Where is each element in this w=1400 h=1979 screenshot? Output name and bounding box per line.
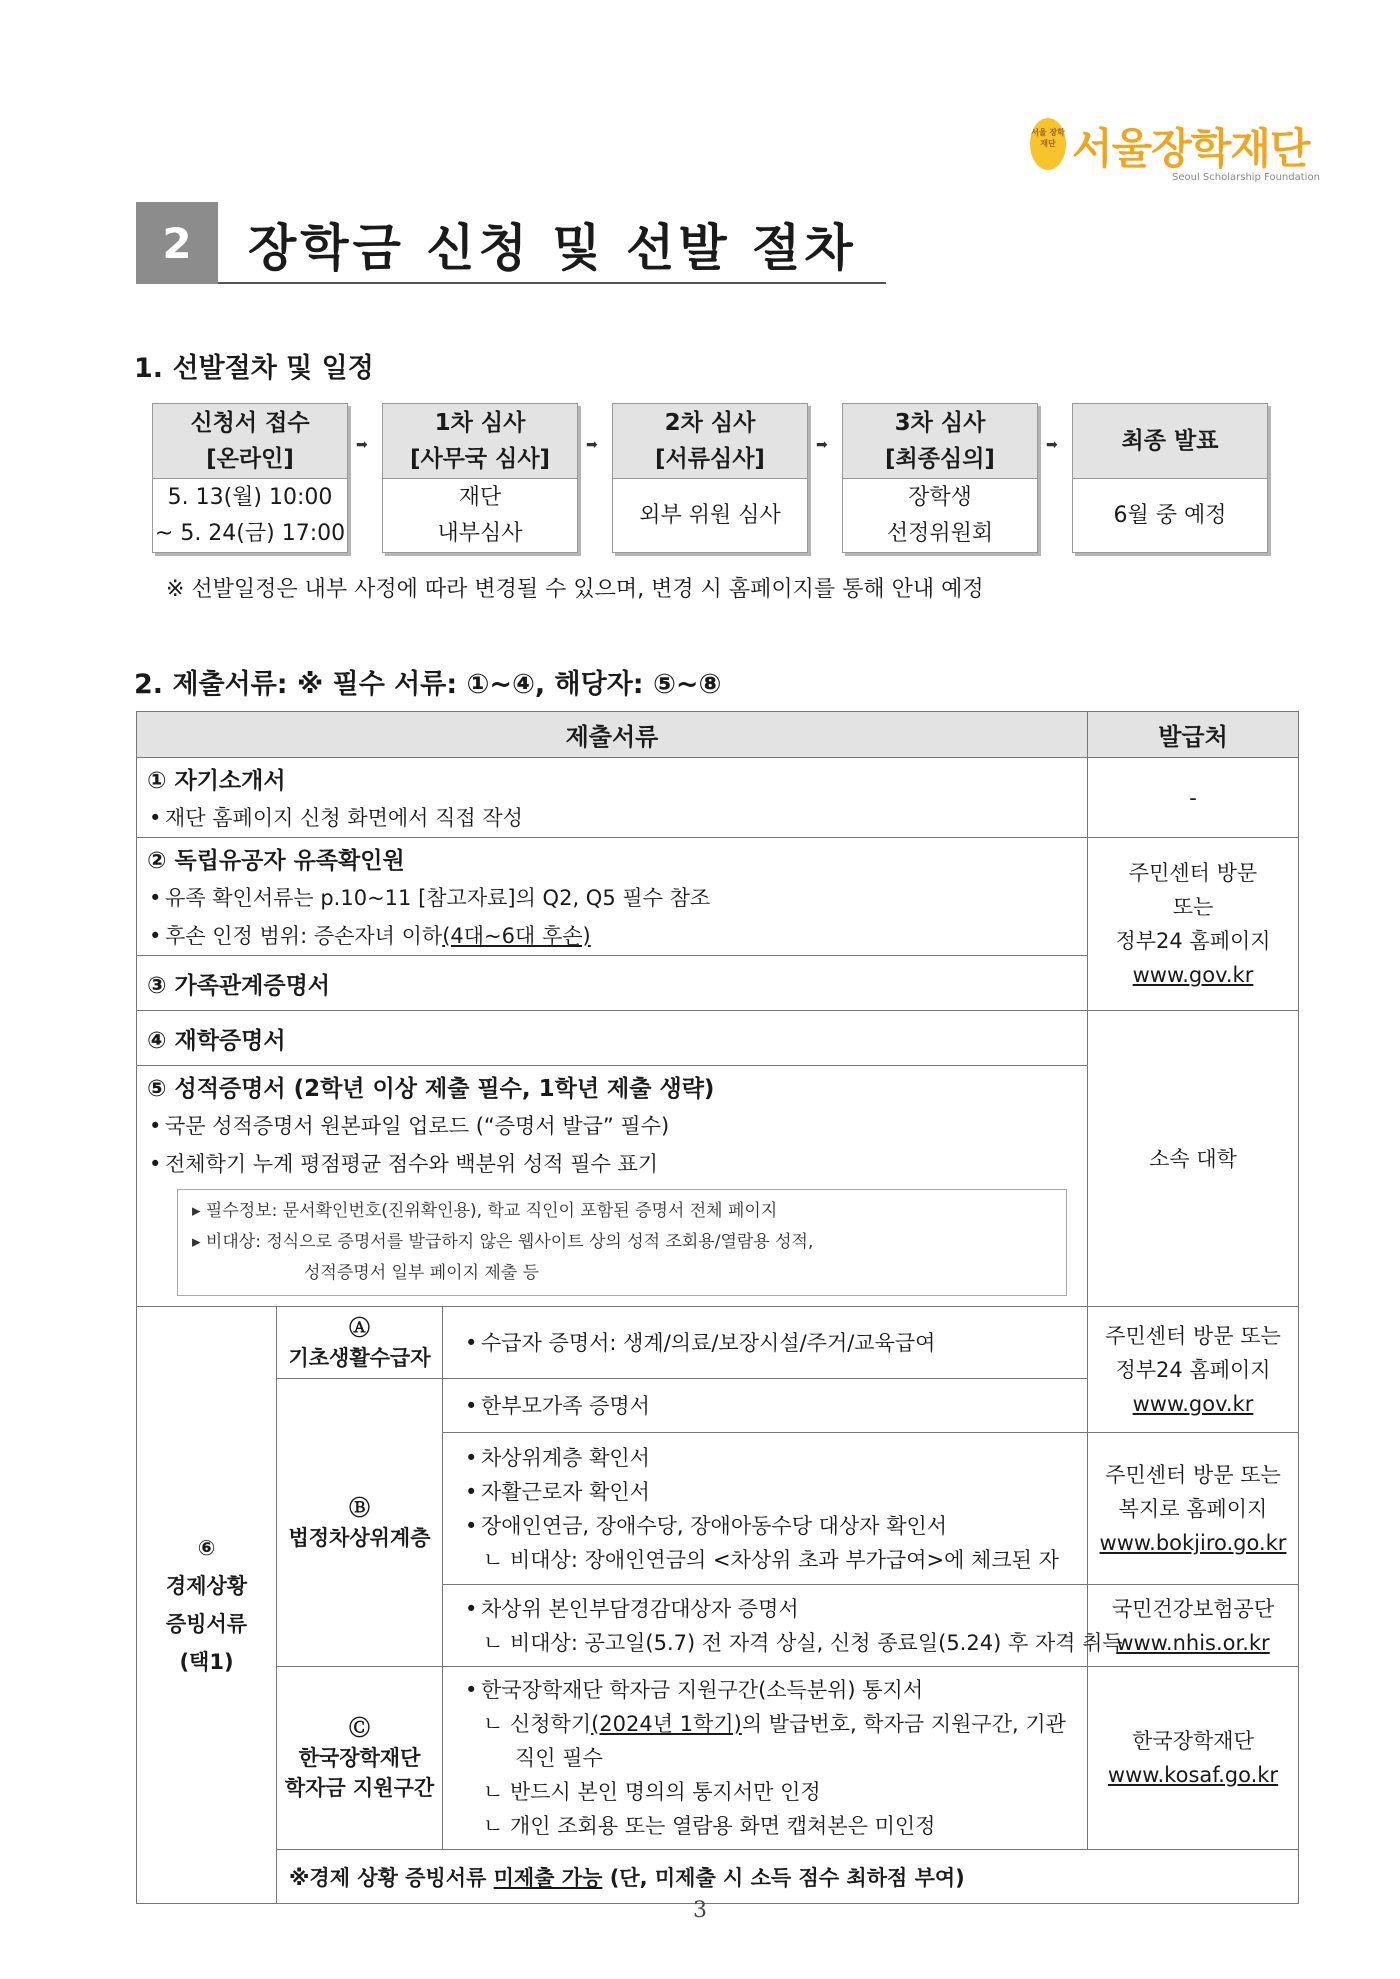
issuer-cell: 주민센터 방문 또는 정부24 홈페이지 www.gov.kr <box>1088 1307 1299 1433</box>
issuer-link[interactable]: www.bokjiro.go.kr <box>1099 1530 1287 1555</box>
item-sub-note: ㄴ 비대상: 장애인연금의 <차상위 초과 부가급여>에 체크된 자 <box>483 1547 1059 1572</box>
col-header-issuer: 발급처 <box>1088 712 1299 758</box>
item-sub-note: ㄴ 반드시 본인 명의의 통지서만 인정 <box>483 1780 821 1804</box>
item-bullet: • 후손 인정 범위: 증손자녀 이하(4대~6대 후손) <box>137 917 1087 955</box>
item-bullet: • 차상위 본인부담경감대상자 증명서 <box>453 1592 1077 1626</box>
table-row <box>137 758 1299 838</box>
flow-step-final-announcement: 최종 발표 6월 중 예정 <box>1072 403 1268 553</box>
transcript-note-box: ▸ 필수정보: 문서확인번호(진위확인용), 학교 직인이 포함된 증명서 전체 페이지 ▸ 비대상: 정식으로 증명서를 발급하지 않은 웹사이트 상의 성적 조회용/열람용 성적, 성적증명서 일부 페이지 제출 등 <box>177 1189 1067 1296</box>
issuer-cell: 국민건강보험공단 www.nhis.or.kr <box>1088 1585 1299 1667</box>
subcategory-near-poverty: Ⓑ 법정차상위계층 <box>277 1379 443 1667</box>
schedule-note: ※ 선발일정은 내부 사정에 따라 변경될 수 있으며, 변경 시 홈페이지를 통해 안내 예정 <box>166 577 984 602</box>
item-sub-note: ㄴ 개인 조회용 또는 열람용 화면 캡쳐본은 미인정 <box>483 1814 936 1838</box>
issuer-cell: 소속 대학 <box>1088 1011 1299 1307</box>
subcategory-basic-livelihood: Ⓐ 기초생활수급자 <box>277 1307 443 1379</box>
foundation-logo <box>1030 116 1320 186</box>
documents-table <box>136 711 1299 1904</box>
section-underline <box>218 282 886 284</box>
issuer-cell: 주민센터 방문 또는 정부24 홈페이지 www.gov.kr <box>1088 838 1299 1011</box>
item-sub-note: 직인 필수 <box>515 1746 603 1770</box>
flow-arrow-icon: ➡ <box>1046 437 1058 453</box>
economic-status-note: ※경제 상황 증빙서류 미제출 가능 (단, 미제출 시 소득 점수 최하점 부여) <box>277 1850 1299 1904</box>
table-row <box>137 1011 1299 1066</box>
table-row <box>137 1307 1299 1379</box>
heading-documents: 2. 제출서류: ※ 필수 서류: ①~④, 해당자: ⑤~⑧ <box>134 669 722 700</box>
item-bullet: • 국문 성적증명서 원본파일 업로드 (“증명서 발급” 필수) <box>137 1107 1087 1145</box>
item-bullet: • 장애인연금, 장애수당, 장애아동수당 대상자 확인서 <box>453 1509 1077 1543</box>
economic-status-category: ⑥ 경제상황 증빙서류 (택1) <box>137 1307 277 1904</box>
flow-step-first-review: 1차 심사 [사무국 심사] 재단 내부심사 <box>382 403 578 553</box>
table-row <box>137 838 1299 956</box>
page-number: 3 <box>693 1898 707 1923</box>
item-title: ④ 재학증명서 <box>147 1027 286 1054</box>
item-bullet: • 수급자 증명서: 생계/의료/보장시설/주거/교육급여 <box>453 1326 1077 1360</box>
item-bullet: • 유족 확인서류는 p.10~11 [참고자료]의 Q2, Q5 필수 참조 <box>137 879 1087 917</box>
issuer-link[interactable]: www.gov.kr <box>1132 1391 1254 1416</box>
issuer-cell: 주민센터 방문 또는 복지로 홈페이지 www.bokjiro.go.kr <box>1088 1433 1299 1585</box>
logo-subtitle: Seoul Scholarship Foundation <box>1172 172 1320 183</box>
issuer-link[interactable]: www.nhis.or.kr <box>1116 1630 1270 1655</box>
flow-arrow-icon: ➡ <box>816 437 828 453</box>
item-bullet: • 한부모가족 증명서 <box>453 1389 1077 1423</box>
issuer-link[interactable]: www.kosaf.go.kr <box>1107 1763 1279 1787</box>
item-bullet: • 차상위계층 확인서 <box>453 1441 1077 1475</box>
heading-selection-process: 1. 선발절차 및 일정 <box>134 353 374 384</box>
subcategory-kosaf-support: Ⓒ 한국장학재단 학자금 지원구간 <box>277 1667 443 1850</box>
flow-step-third-review: 3차 심사 [최종심의] 장학생 선정위원회 <box>842 403 1038 553</box>
flow-arrow-icon: ➡ <box>356 437 368 453</box>
item-sub-note: ㄴ 비대상: 공고일(5.7) 전 자격 상실, 신청 종료일(5.24) 후 자격 취득 <box>483 1630 1123 1655</box>
item-title: ② 독립유공자 유족확인원 <box>147 848 405 874</box>
issuer-link[interactable]: www.gov.kr <box>1132 963 1254 987</box>
item-bullet: • 전체학기 누계 평점평균 점수와 백분위 성적 필수 표기 <box>137 1145 1087 1183</box>
item-sub-note: ㄴ 신청학기(2024년 1학기)의 발급번호, 학자금 지원구간, 기관 <box>483 1712 1066 1736</box>
issuer-cell: - <box>1088 758 1299 838</box>
flow-step-application: 신청서 접수 [온라인] 5. 13(월) 10:00 ~ 5. 24(금) 17:00 <box>152 403 348 553</box>
table-row <box>137 1850 1299 1904</box>
col-header-documents: 제출서류 <box>137 712 1088 758</box>
flow-step-second-review: 2차 심사 [서류심사] 외부 위원 심사 <box>612 403 808 553</box>
logo-name: 서울장학재단 <box>1072 124 1310 173</box>
section-number: 2 <box>136 202 218 284</box>
item-title: ③ 가족관계증명서 <box>147 972 331 999</box>
item-title: ⑤ 성적증명서 (2학년 이상 제출 필수, 1학년 제출 생략) <box>147 1076 715 1102</box>
section-title: 장학금 신청 및 선발 절차 <box>248 219 857 277</box>
item-bullet: • 재단 홈페이지 신청 화면에서 직접 작성 <box>137 799 1087 837</box>
logo-emblem: 서울 장학 재단 <box>1030 118 1066 170</box>
item-title: ① 자기소개서 <box>147 768 286 794</box>
table-row <box>137 1667 1299 1850</box>
item-bullet: • 한국장학재단 학자금 지원구간(소득분위) 통지서 <box>453 1673 1077 1707</box>
issuer-cell: 한국장학재단 www.kosaf.go.kr <box>1088 1667 1299 1850</box>
item-bullet: • 자활근로자 확인서 <box>453 1475 1077 1509</box>
flow-arrow-icon: ➡ <box>586 437 598 453</box>
